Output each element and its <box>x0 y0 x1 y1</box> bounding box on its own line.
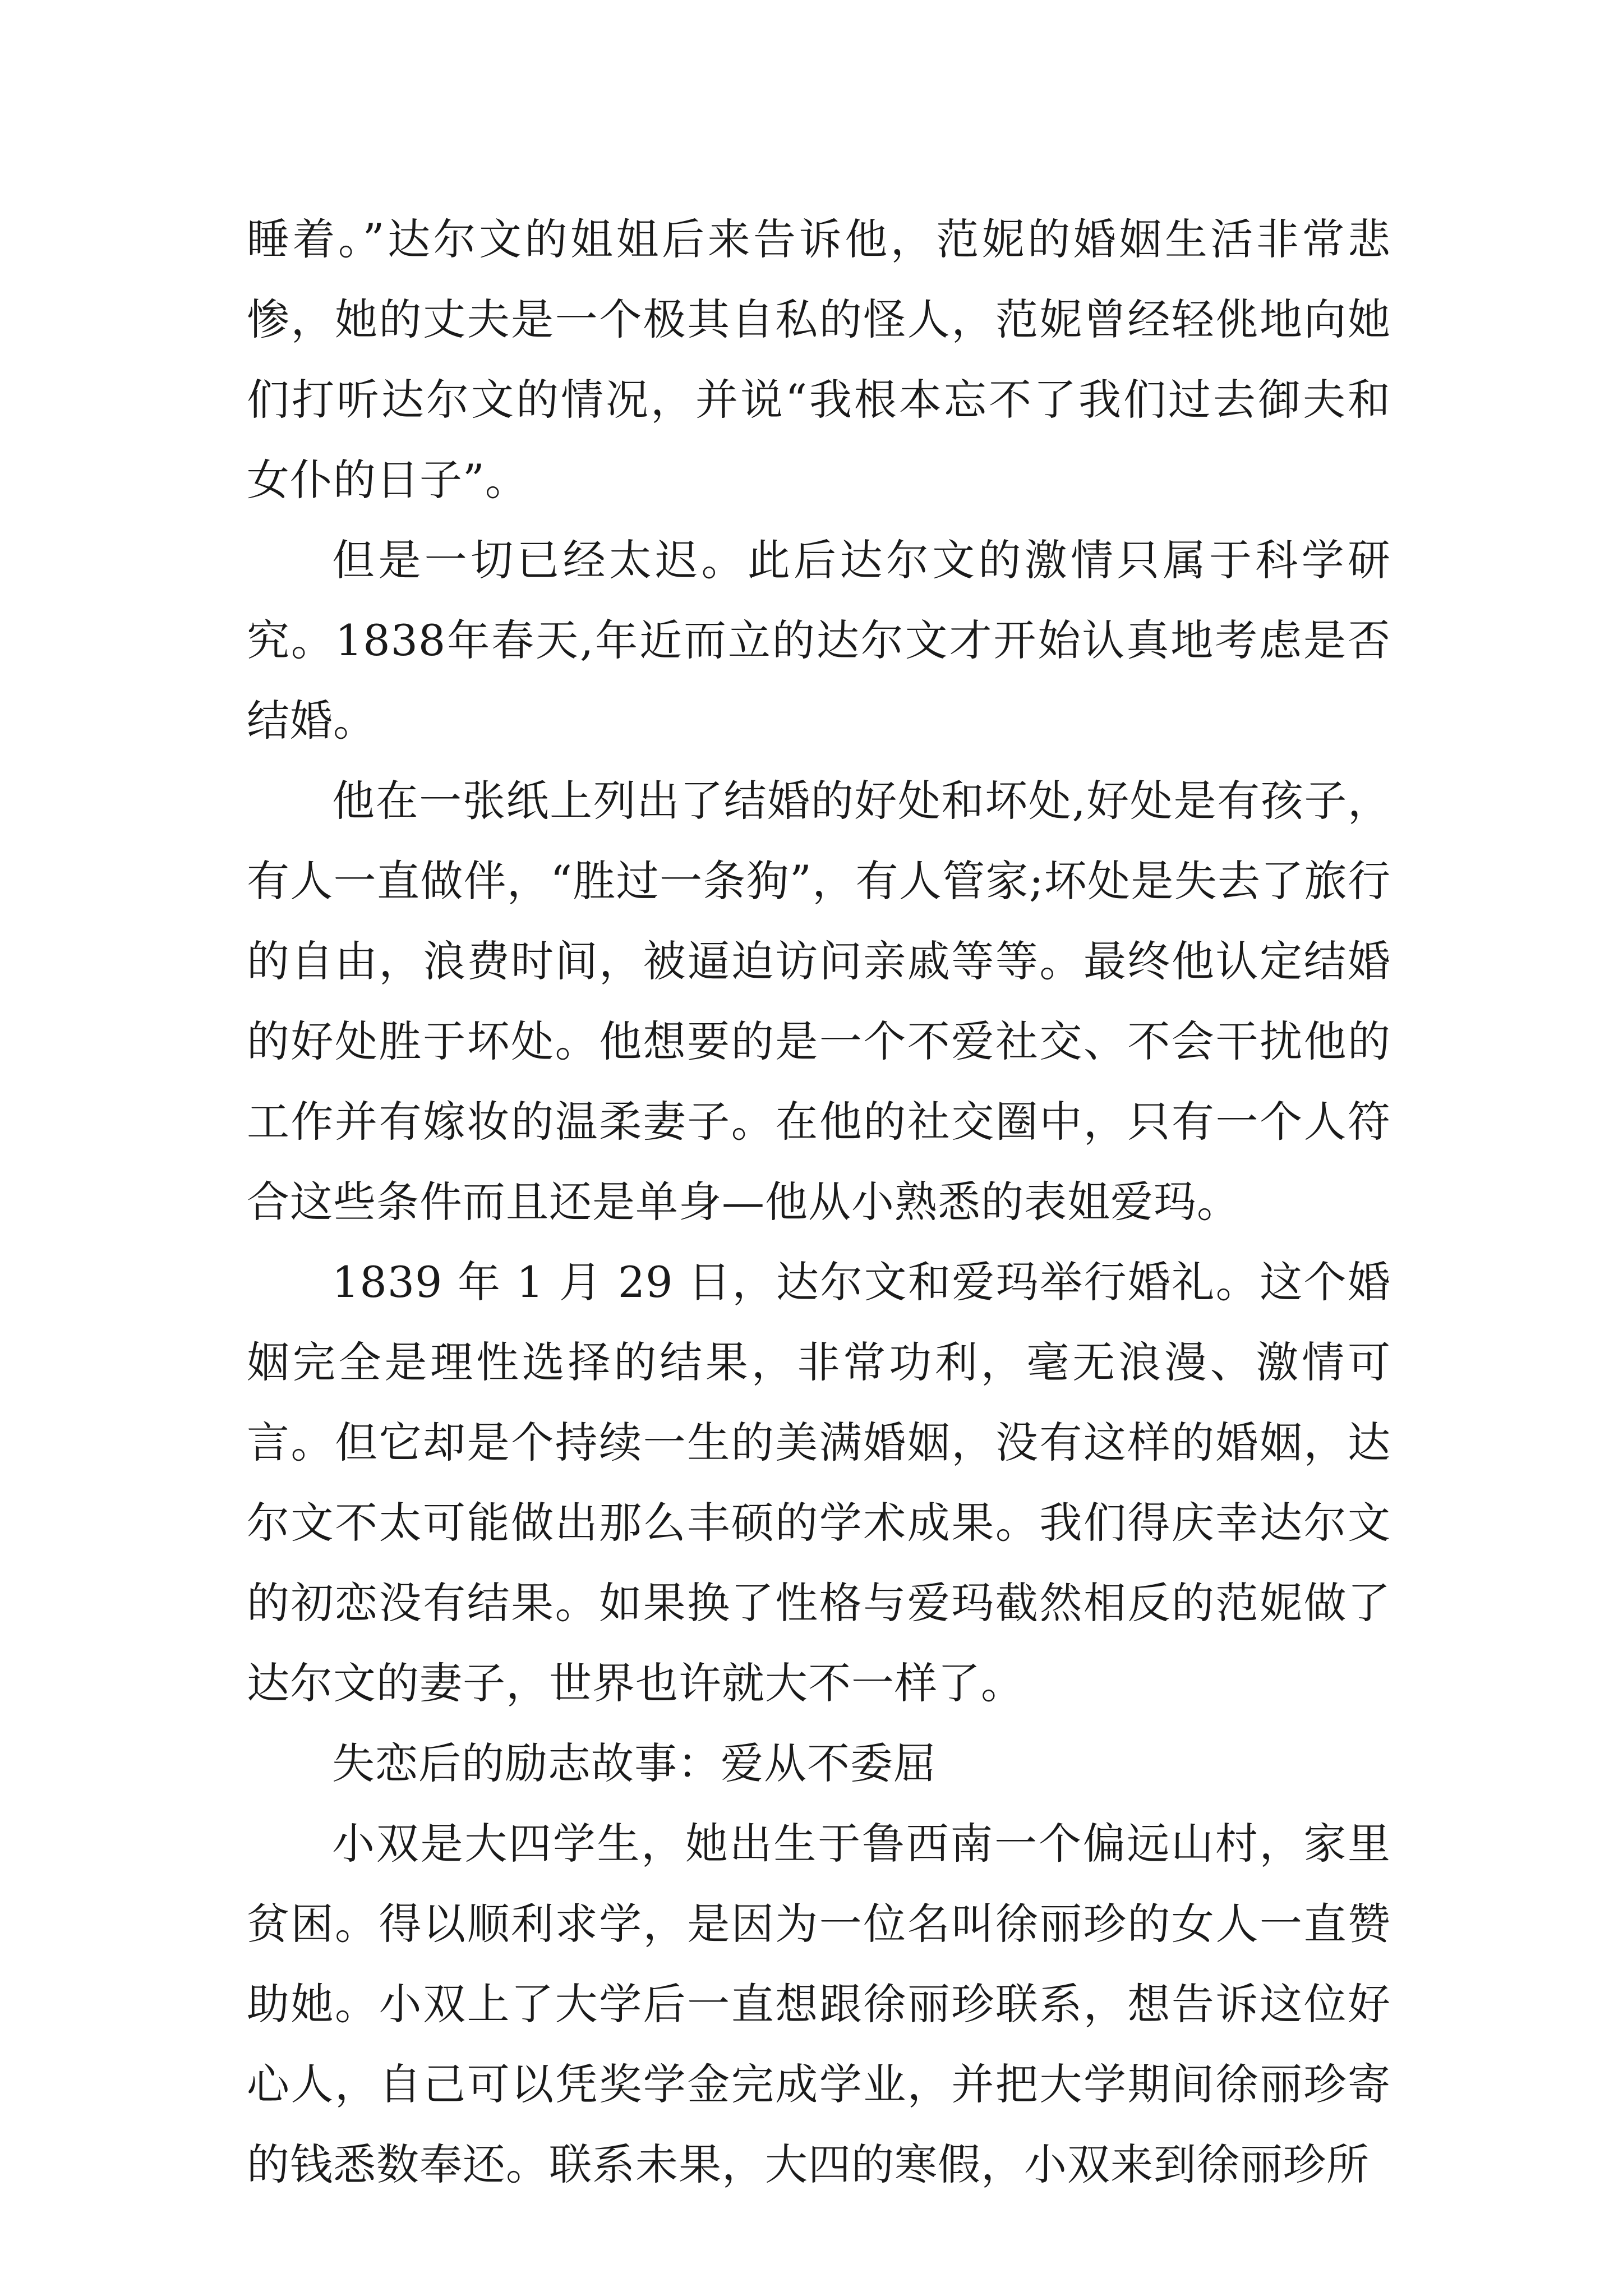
paragraph-fanny-marriage: 睡着。”达尔文的姐姐后来告诉他，范妮的婚姻生活非常悲惨，她的丈夫是一个极其自私的怪人，范妮曾经轻佻地向她们打听达尔文的情况，并说“我根本忘不了我们过去御夫和女仆的日子”。 <box>247 214 1391 505</box>
paragraph-pros-cons: 他在一张纸上列出了结婚的好处和坏处,好处是有孩子，有人一直做伴，“胜过一条狗”，有人管家;坏处是失去了旅行的自由，浪费时间，被逼迫访问亲戚等等。最终他认定结婚的好处胜于坏处。他想要的是一个不爱社交、不会干扰他的工作并有嫁妆的温柔妻子。在他的社交圈中，只有一个人符合这些条件而且还是单身—他从小熟悉的表姐爱玛。 <box>247 776 1391 1227</box>
paragraph-wedding: 1839 年 1 月 29 日，达尔文和爱玛举行婚礼。这个婚姻完全是理性选择的结果，非常功利，毫无浪漫、激情可言。但它却是个持续一生的美满婚姻，没有这样的婚姻，达尔文不太可能做出那么丰硕的学术成果。我们得庆幸达尔文的初恋没有结果。如果换了性格与爱玛截然相反的范妮做了达尔文的妻子，世界也许就大不一样了。 <box>247 1257 1391 1708</box>
section-heading-story: 失恋后的励志故事：爱从不委屈 <box>332 1738 937 1788</box>
body-text <box>247 199 1391 2205</box>
paragraph-too-late: 但是一切已经太迟。此后达尔文的激情只属于科学研究。1838年春天,年近而立的达尔文才开始认真地考虑是否结婚。 <box>247 535 1391 746</box>
paragraph-xiaoshuang: 小双是大四学生，她出生于鲁西南一个偏远山村，家里贫困。得以顺利求学，是因为一位名叫徐丽珍的女人一直赞助她。小双上了大学后一直想跟徐丽珍联系，想告诉这位好心人，自己可以凭奖学金完成学业，并把大学期间徐丽珍寄的钱悉数奉还。联系未果，大四的寒假，小双来到徐丽珍所 <box>247 1819 1391 2189</box>
